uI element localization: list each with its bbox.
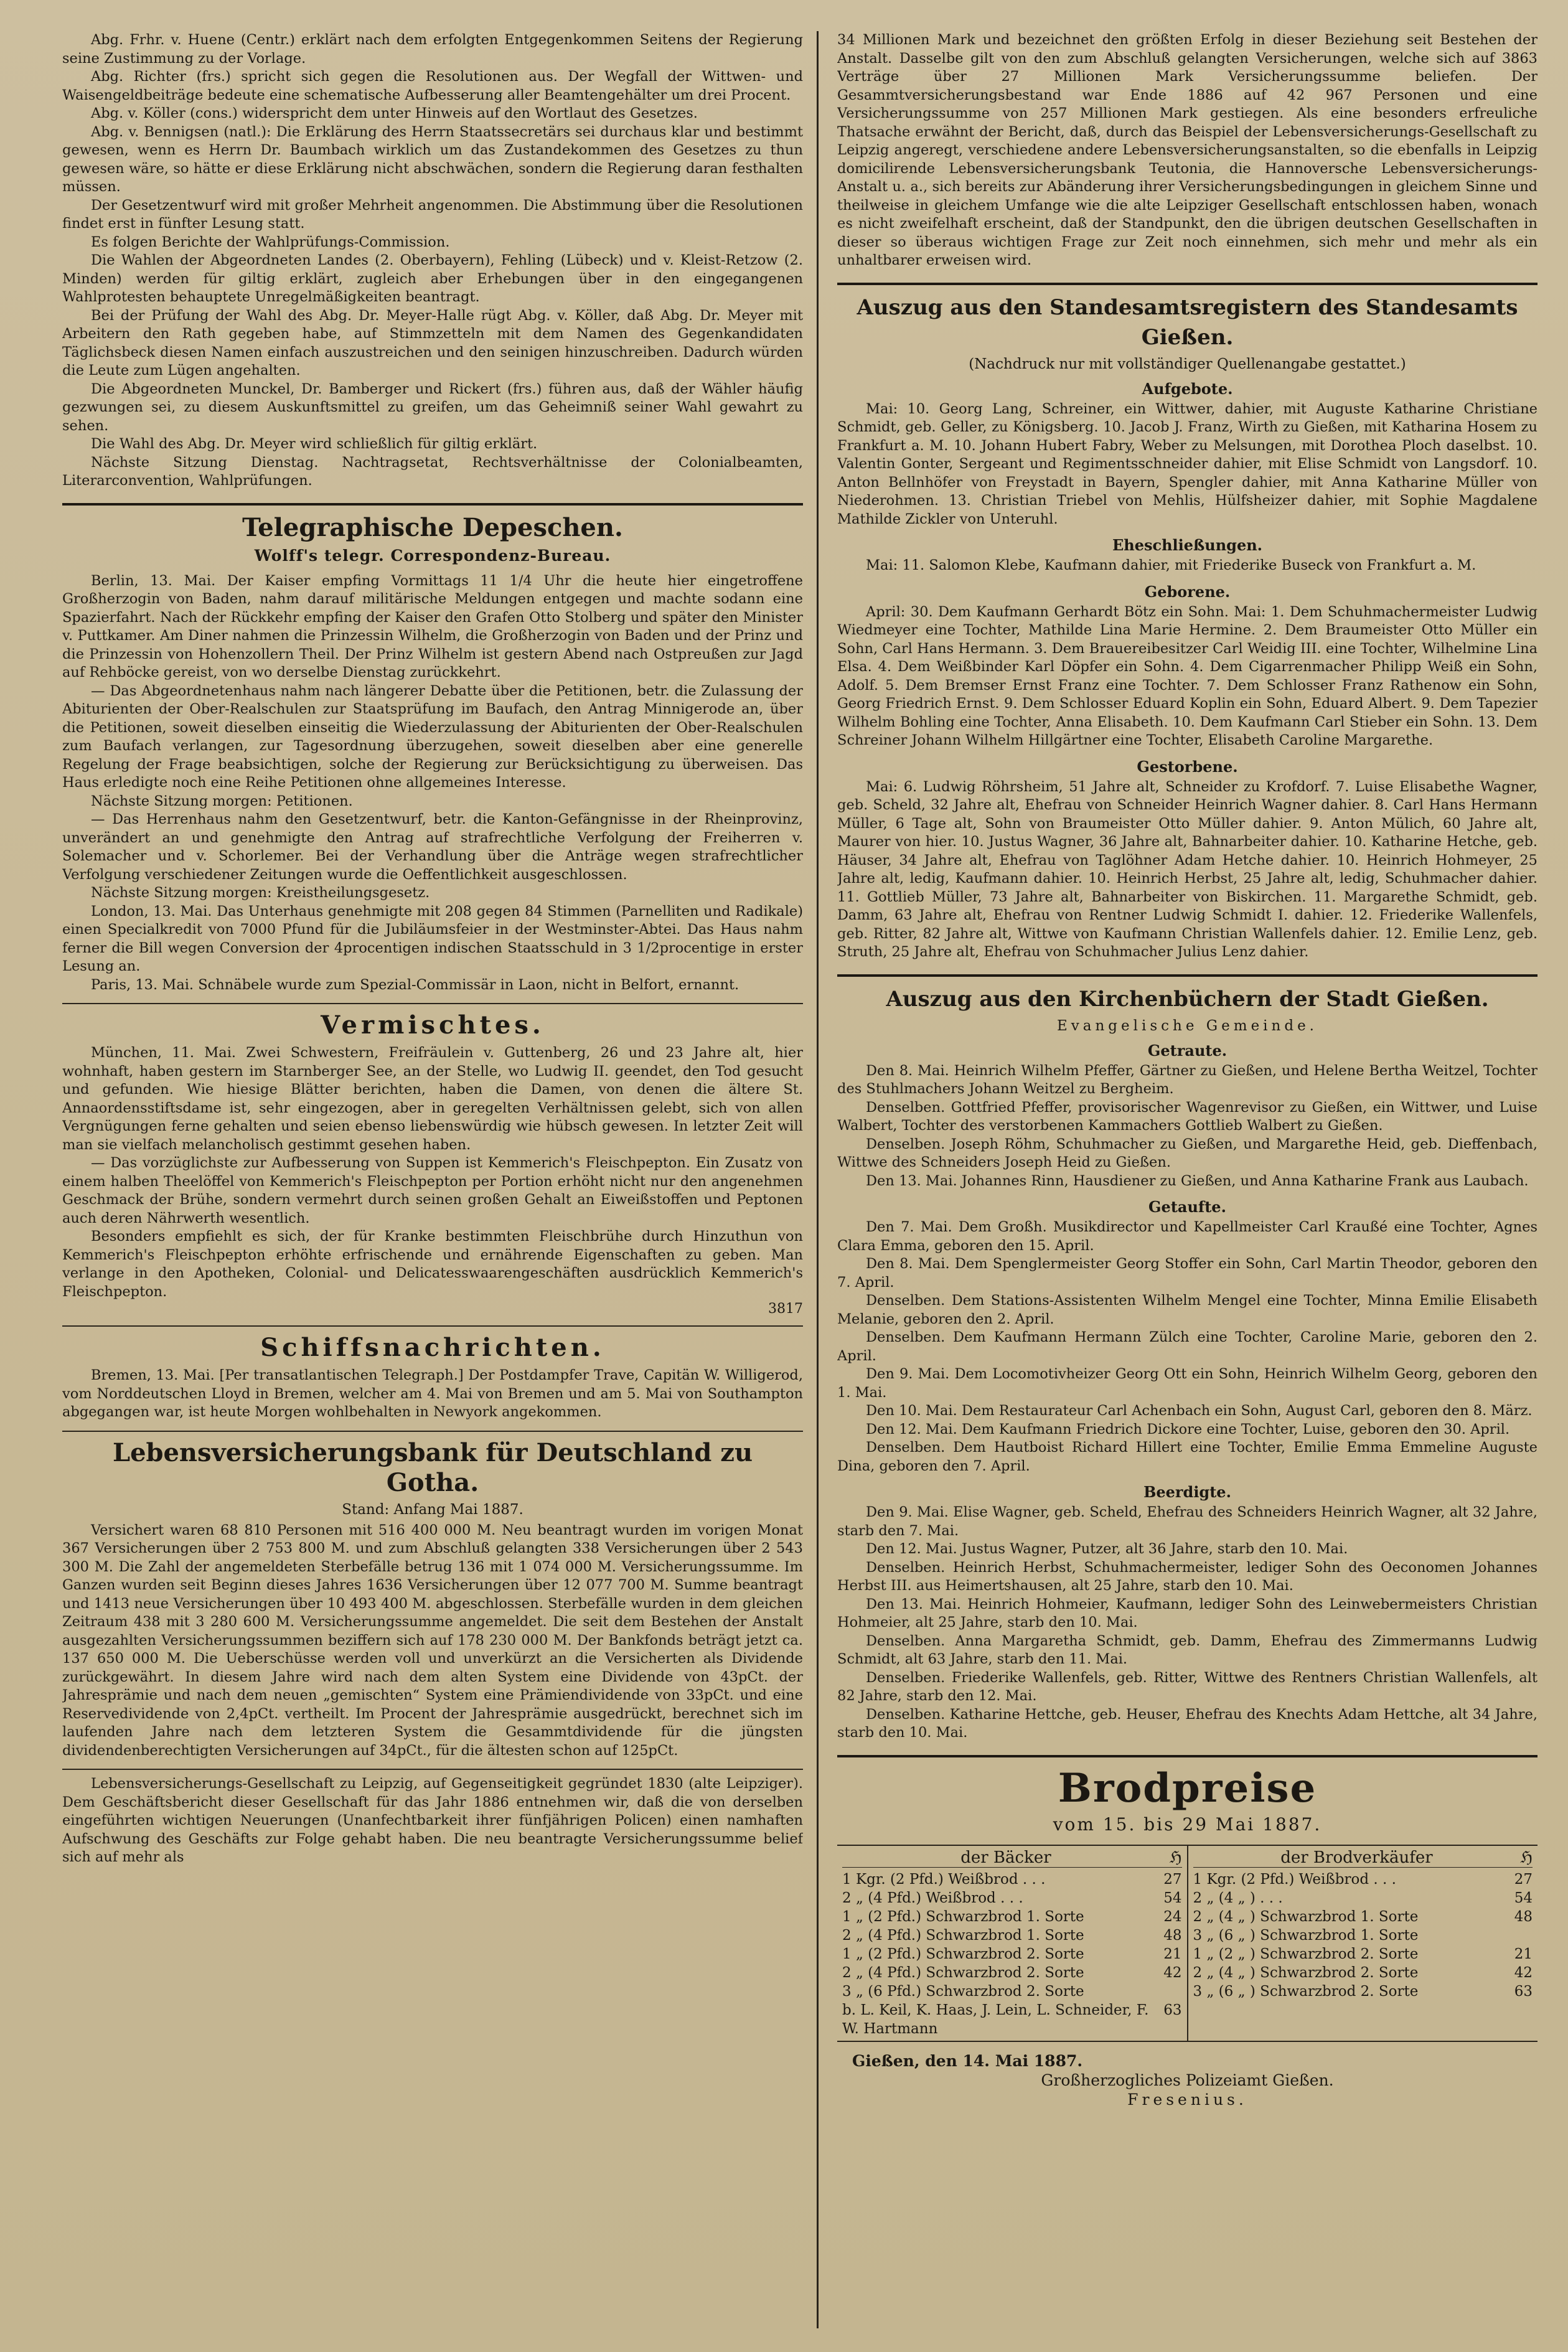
baecker-heading: der Bäcker ℌ (842, 1848, 1182, 1868)
lebensversicherung-paragraph: Versichert waren 68 810 Personen mit 516 400 000 M. Neu beantragt wurden im vorigen Monat 367 Versicherungen über 2 753 800 M. und zum Abschluß gelangten 338 Versicherungen über 2 543 300 M. Die Zahl der angemeldeten Sterbefälle betrug 136 mit 1 074 000 M. Versicherungssumme. Im Ganzen wurden seit Beginn dieses Jahres 1636 Versicherungen über 12 077 700 M. Summe beantragt und 1413 neue Versicherungen über 10 493 400 M. abgeschlossen. Sterbefälle wurden in dem gleichen Zeitraum 438 mit 3 280 600 M. Versicherungssumme angemeldet. Die seit dem Bestehen der Anstalt ausgezahlten Versicherungssummen beziffern sich auf 178 230 000 M. Der Bankfonds beträgt jetzt ca. 137 650 000 M. Die Ueberschüsse werden voll und unverkürzt an die Versicherten als Dividende zurückgewährt. In diesem Jahre wird nach dem alten System eine Dividende von 43pCt. der Jahresprämie und nach dem neuen „gemischten“ System eine Prämiendividende von 33pCt. und eine Reservedividende von 2,4pCt. vertheilt. Im Procent der Jahresprämie ausgedrückt, berechnet sich im laufenden Jahre nach dem letzteren System die Gesammtdividende für die jüngsten dividendenberechtigten Versicherungen auf 34pCt., für die ältesten schon auf 125pCt. (62, 1522, 803, 1759)
price-row: 1 Kgr. (2 Pfd.) Weißbrod . . . 27 (842, 1871, 1182, 1888)
telegraph-title: Telegraphische Depeschen. (242, 512, 623, 542)
standesamt-section (837, 293, 1537, 962)
lebensversicherung-title: Lebensversicherungsbank für Deutschland zu Gotha. (112, 1437, 753, 1497)
price-row: 1 „ (2 „ ) Schwarzbrod 2. Sorte 21 (1193, 1945, 1533, 1962)
getraute-entry: Den 13. Mai. Johannes Rinn, Hausdiener zu Gießen, und Anna Katharine Frank aus Laubach. (866, 1172, 1529, 1189)
verkaeufer-prices (1187, 1846, 1538, 2041)
leipzig-paragraph: Lebensversicherungs-Gesellschaft zu Leipzig, auf Gegenseitigkeit gegründet 1830 (alte Leipziger). Dem Geschäftsbericht dieser Gesellschaft für das Jahr 1886 entnehmen wir, daß die von derselben eingeführten wichtigen Neuerungen (Unanfechtbarkeit ihrer fünfjährigen Policen) einen namhaften Aufschwung des Geschäfts zur Folge gehabt haben. Die neu beantragte Versicherungssumme belief sich auf mehr als (62, 1776, 803, 1865)
telegraph-section (62, 513, 803, 995)
section-divider (62, 1769, 803, 1770)
telegraph-paragraph: Paris, 13. Mai. Schnäbele wurde zum Spezial-Commissär in Laon, nicht in Belfort, ernannt. (91, 976, 739, 993)
telegraph-paragraph: Nächste Sitzung morgen: Kreistheilungsgesetz. (91, 885, 430, 901)
getaufte-entry: Denselben. Dem Stations-Assistenten Wilhelm Mengel eine Tochter, Minna Emilie Elisabeth Melanie, geboren den 2. April. (837, 1292, 1537, 1327)
brodpreise-period: vom 15. bis 29 Mai 1887. (1053, 1813, 1322, 1835)
beerdigte-entry: Denselben. Heinrich Herbst, Schuhmachermeister, lediger Sohn des Oeconomen Johannes Herbst III. aus Heimertshausen, alt 25 Jahre, starb den 10. Mai. (837, 1559, 1537, 1594)
report-paragraph: Der Gesetzentwurf wird mit großer Mehrheit angenommen. Die Abstimmung über die Resolutionen findet erst in fünfter Lesung statt. (62, 197, 803, 232)
price-row: 2 „ (4 Pfd.) Schwarzbrod 1. Sorte 48 (842, 1927, 1182, 1944)
brodpreise-section (837, 1765, 1537, 2109)
report-paragraph: Nächste Sitzung Dienstag. Nachtragsetat, Rechtsverhältnisse der Colonialbeamten, Literarconvention, Wahlprüfungen. (62, 454, 803, 489)
standesamt-title: Auszug aus den Standesamtsregistern des Standesamts Gießen. (857, 294, 1518, 350)
beerdigte-entry: Denselben. Friederike Wallenfels, geb. Ritter, Wittwe des Rentners Christian Wallenfels, alt 82 Jahre, starb den 12. Mai. (837, 1669, 1537, 1704)
price-row: 1 „ (2 Pfd.) Schwarzbrod 2. Sorte 21 (842, 1945, 1182, 1962)
telegraph-paragraph: London, 13. Mai. Das Unterhaus genehmigte mit 208 gegen 84 Stimmen (Parnelliten und Radikale) einen Specialkredit von 7000 Pfund für die Jubiläumsfeier in der Westminster-Abtei. Das Haus nahm ferner die Bill wegen Conversion der 4procentigen indischen Staatsschuld in 3 1/2procentige in erster Lesung an. (62, 903, 803, 974)
report-paragraph: Abg. v. Bennigsen (natl.): Die Erklärung des Herrn Staatssecretärs sei durchaus klar und bestimmt gewesen, wenn es Herrn Dr. Baumbach wirklich um das Zustandekommen des Gesetzes zu thun gewesen wäre, so hätte er diese Erklärung nicht abschwächen, sondern die Regierung daran festhalten müssen. (62, 123, 803, 195)
section-divider (837, 974, 1537, 977)
section-divider (62, 1325, 803, 1327)
vermischtes-title: Vermischtes. (321, 1010, 545, 1040)
vermischtes-paragraph: — Das vorzüglichste zur Aufbesserung von Suppen ist Kemmerich's Fleischpepton. Ein Zusatz von einem halben Theelöffel von Kemmerich's Fleischpepton per Portion erhöht nicht nur den angenehmen Geschmack der Brühe, sondern vermehrt durch seinen großen Gehalt an Eiweißstoffen und Peptonen auch deren Nährwerth wesentlich. (62, 1155, 803, 1226)
report-paragraph: Bei der Prüfung der Wahl des Abg. Dr. Meyer-Halle rügt Abg. v. Köller, daß Abg. Dr. Meyer mit Arbeitern den Rath gegeben habe, auf Stimmzetteln mit dem Namen des Gegenkandidaten Täglichsbeck diesen Namen einfach auszustreichen und den seinigen hinzuschreiben. Dadurch würden die Leute zum Lügen angehalten. (62, 307, 803, 379)
kirchenbuch-subtitle: Evangelische Gemeinde. (1057, 1017, 1318, 1034)
section-divider (62, 503, 803, 506)
price-row: 2 „ (4 „ ) Schwarzbrod 2. Sorte 42 (1193, 1964, 1533, 1981)
section-divider (62, 1003, 803, 1004)
price-row: 2 „ (4 Pfd.) Weißbrod . . . 54 (842, 1889, 1182, 1906)
getaufte-entry: Den 8. Mai. Dem Spenglermeister Georg Stoffer ein Sohn, Carl Martin Theodor, geboren den 7. April. (837, 1256, 1537, 1291)
report-paragraph: Abg. v. Köller (cons.) widerspricht dem unter Hinweis auf den Wortlaut des Gesetzes. (91, 105, 698, 121)
report-paragraph: Abg. Richter (frs.) spricht sich gegen die Resolutionen aus. Der Wegfall der Wittwen- und Waisengeldbeiträge bedeute eine schematische Aufbesserung aller Beamtengehälter um drei Procent. (62, 68, 803, 103)
price-row: 2 „ (4 „ ) Schwarzbrod 1. Sorte 48 (1193, 1908, 1533, 1925)
lebensversicherung-section (62, 1438, 803, 1867)
gestorbene-paragraph: Mai: 6. Ludwig Röhrsheim, 51 Jahre alt, Schneider zu Krofdorf. 7. Luise Elisabethe Wagner, geb. Scheld, 32 Jahre alt, Ehefrau von Schneider Heinrich Wagner dahier. 8. Carl Hans Hermann Müller, 6 Tage alt, Sohn von Braumeister Otto Müller dahier. 9. Anton Mülich, 60 Jahre alt, Maurer von hier. 10. Justus Wagner, 36 Jahre alt, Bahnarbeiter dahier. 10. Katharine Hetche, geb. Häuser, 34 Jahre alt, Ehefrau von Taglöhner Adam Hetche dahier. 10. Heinrich Hohmeyer, 25 Jahre alt, ledig, Kaufmann dahier. 10. Heinrich Herbst, 25 Jahre alt, ledig, Schuhmacher dahier. 11. Gottlieb Müller, 73 Jahre alt, Bahnarbeiter von Biskirchen. 11. Margarethe Schmidt, geb. Damm, 63 Jahre alt, Ehefrau von Rentner Ludwig Schmidt I. dahier. 12. Friederike Wallenfels, geb. Ritter, 82 Jahre alt, Wittwe von Kaufmann Christian Wallenfels dahier. 12. Emilie Lenz, geb. Struth, 25 Jahre alt, Ehefrau von Schuhmacher Julius Lenz dahier. (837, 778, 1537, 960)
beerdigte-entry: Denselben. Katharine Hettche, geb. Heuser, Ehefrau des Knechts Adam Hettche, alt 34 Jahre, starb den 10. Mai. (837, 1706, 1537, 1741)
brodpreise-date: Gießen, den 14. Mai 1887. (852, 2051, 1083, 2070)
beerdigte-entry: Den 13. Mai. Heinrich Hohmeier, Kaufmann, lediger Sohn des Leinwebermeisters Christian Hohmeier, alt 25 Jahre, starb den 10. Mai. (837, 1596, 1537, 1630)
beerdigte-heading: Beerdigte. (1143, 1483, 1231, 1501)
ad-number: 3817 (768, 1301, 803, 1317)
telegraph-paragraph: Berlin, 13. Mai. Der Kaiser empfing Vormittags 11 1/4 Uhr die heute hier eingetroffene Großherzogin von Baden, nahm darauf militärische Meldungen entgegen und machte sodann eine Spazierfahrt. Nach der Rückkehr empfing der Kaiser den Grafen Otto Stolberg und später den Minister v. Puttkamer. Am Diner nahmen die Prinzessin Wilhelm, die Großherzogin von Baden und der Prinz und die Prinzessin von Hohenzollern Theil. Der Prinz Wilhelm ist gestern Abend nach Ostpreußen zur Jagd auf Rehböcke gereist, von wo derselbe Dienstag zurückkehrt. (62, 572, 803, 680)
left-column (62, 31, 803, 2335)
vermischtes-paragraph: München, 11. Mai. Zwei Schwestern, Freifräulein v. Guttenberg, 26 und 23 Jahre alt, hier wohnhaft, haben gestern im Starnberger See, an der Stelle, wo Ludwig II. geendet, den Tod gesucht und gefunden. Wie hiesige Blätter berichten, haben die Damen, von denen die ältere St. Annaordensstiftsdame ist, sehr eingezogen, aber in geregelten Verhältnissen gelebt, sich von allen Vergnügungen ferne gehalten und seien ebenso liebenswürdig wie hübsch gewesen. In letzter Zeit will man sie vielfach melancholisch gestimmt gesehen haben. (62, 1045, 803, 1153)
telegraph-paragraph: — Das Abgeordnetenhaus nahm nach längerer Debatte über die Petitionen, betr. die Zulassung der Abiturienten der Ober-Realschulen zur Staatsprüfung im Baufach, den Antrag Minnigerode an, über die Petitionen, soweit dieselben einseitig die Wiederzulassung der Abiturienten der Ober-Realschulen zum Baufach verlangen, zur Tagesordnung überzugehen, soweit dieselben aber eine generelle Regelung der Frage beabsichtigen, solche der Regierung zur Berücksichtigung zu überweisen. Das Haus erledigte noch eine Reihe Petitionen ohne allgemeines Interesse. (62, 682, 803, 791)
getaufte-entry: Den 12. Mai. Dem Kaufmann Friedrich Dickore eine Tochter, Luise, geboren den 30. April. (866, 1421, 1510, 1437)
report-paragraph: Die Abgeordneten Munckel, Dr. Bamberger und Rickert (frs.) führen aus, daß der Wähler häufig gezwungen sei, zu diesem Auskunftsmittel zu greifen, um das Geheimniß seiner Wahl gewahrt zu sehen. (62, 380, 803, 434)
gestorbene-heading: Gestorbene. (1137, 757, 1238, 776)
schiff-paragraph: Bremen, 13. Mai. [Per transatlantischen Telegraph.] Der Postdampfer Trave, Capitän W. Willigerod, vom Norddeutschen Lloyd in Bremen, welcher am 4. Mai von Bremen und am 5. Mai von Southampton abgegangen war, ist heute Morgen wohlbehalten in Newyork angekommen. (62, 1367, 803, 1420)
report-paragraph: Die Wahlen der Abgeordneten Landes (2. Oberbayern), Fehling (Lübeck) und v. Kleist-Retzow (2. Minden) werden für giltig erklärt, zugleich aber Erhebungen über in den eingegangenen Wahlprotesten behauptete Unregelmäßigkeiten beantragt. (62, 252, 803, 305)
column-divider (817, 31, 819, 2328)
schiff-title: Schiffsnachrichten. (260, 1333, 605, 1362)
beerdigte-entry: Denselben. Anna Margaretha Schmidt, geb. Damm, Ehefrau des Zimmermanns Ludwig Schmidt, alt 63 Jahre, starb den 11. Mai. (837, 1632, 1537, 1667)
parliament-report (62, 31, 803, 491)
getaufte-entry: Denselben. Dem Hautboist Richard Hillert eine Tochter, Emilie Emma Emmeline Auguste Dina, geboren den 7. April. (837, 1439, 1537, 1474)
price-footer: b. L. Keil, K. Haas, J. Lein, L. Schneider, F. W. Hartmann 63 (842, 2002, 1182, 2037)
getraute-heading: Getraute. (1147, 1041, 1228, 1060)
getaufte-entry: Den 9. Mai. Dem Locomotivheizer Georg Ott ein Sohn, Heinrich Wilhelm Georg, geboren den 1. Mai. (837, 1366, 1537, 1401)
getraute-entry: Den 8. Mai. Heinrich Wilhelm Pfeffer, Gärtner zu Gießen, und Helene Bertha Weitzel, Tochter des Stuhlmachers Johann Weitzel zu Bergheim. (837, 1062, 1537, 1097)
section-divider (837, 283, 1537, 285)
price-row: 3 „ (6 Pfd.) Schwarzbrod 2. Sorte (842, 1983, 1084, 2000)
brodpreise-authority: Großherzogliches Polizeiamt Gießen. (1041, 2071, 1334, 2089)
geborene-paragraph: April: 30. Dem Kaufmann Gerhardt Bötz ein Sohn. Mai: 1. Dem Schuhmachermeister Ludwig Wiedmeyer eine Tochter, Mathilde Lina Marie Hermine. 2. Dem Braumeister Otto Müller ein Sohn, Carl Hans Hermann. 3. Dem Brauereibesitzer Carl Weidig III. eine Tochter, Wilhelmine Lina Elsa. 4. Dem Weißbinder Karl Döpfer ein Sohn. 4. Dem Cigarrenmacher Philipp Weiß ein Sohn, Adolf. 5. Dem Bremser Ernst Franz eine Tochter. 7. Dem Schlosser Franz Rathenow ein Sohn, Georg Friedrich Ernst. 9. Dem Schlosser Eduard Koplin ein Sohn, Eduard Albert. 9. Dem Tapezier Wilhelm Bohling eine Tochter, Anna Elisabeth. 10. Dem Kaufmann Carl Stieber ein Sohn. 13. Dem Schreiner Johann Wilhelm Hillgärtner eine Tochter, Elisabeth Caroline Margarethe. (837, 603, 1537, 748)
report-paragraph: Abg. Frhr. v. Huene (Centr.) erklärt nach dem erfolgten Entgegenkommen Seitens der Regierung seine Zustimmung zu der Vorlage. (62, 32, 803, 67)
lebensversicherung-stand: Stand: Anfang Mai 1887. (342, 1501, 523, 1518)
telegraph-paragraph: — Das Herrenhaus nahm den Gesetzentwurf, betr. die Kanton-Gefängnisse in der Rheinprovinz, unverändert an und genehmigte den Antrag auf strafrechtliche Verfolgung der Freiherren v. Solemacher und v. Schorlemer. Bei der Verhandlung über die Anträge wegen strafrechtlicher Verfolgung verschiedener Zeitungen wurde die Oeffentlichkeit ausgeschlossen. (62, 811, 803, 883)
aufgebote-heading: Aufgebote. (1142, 379, 1233, 398)
kirchenbuch-section (837, 984, 1537, 1743)
eheschliessungen-paragraph: Mai: 11. Salomon Klebe, Kaufmann dahier, mit Friederike Buseck von Frankfurt a. M. (866, 557, 1476, 573)
report-paragraph: Die Wahl des Abg. Dr. Meyer wird schließlich für giltig erklärt. (91, 436, 538, 452)
kirchenbuch-title: Auszug aus den Kirchenbüchern der Stadt Gießen. (886, 986, 1489, 1012)
brodpreise-signature: Fresenius. (1127, 2090, 1247, 2109)
price-row: 2 „ (4 Pfd.) Schwarzbrod 2. Sorte 42 (842, 1964, 1182, 1981)
getraute-entry: Denselben. Joseph Röhm, Schuhmacher zu Gießen, und Margarethe Heid, geb. Dieffenbach, Wittwe des Schneiders Joseph Heid zu Gießen. (837, 1136, 1537, 1170)
vermischtes-section (62, 1010, 803, 1317)
standesamt-note: (Nachdruck nur mit vollständiger Quellenangabe gestattet.) (969, 355, 1406, 372)
beerdigte-entry: Den 12. Mai. Justus Wagner, Putzer, alt 36 Jahre, starb den 10. Mai. (866, 1541, 1348, 1557)
section-divider (62, 1431, 803, 1432)
getaufte-heading: Getaufte. (1148, 1198, 1226, 1216)
geborene-heading: Geborene. (1144, 582, 1231, 601)
schiff-section (62, 1333, 803, 1422)
continued-paragraph: 34 Millionen Mark und bezeichnet den größten Erfolg in dieser Beziehung seit Bestehen der Anstalt. Dasselbe gilt von den zum Abschluß gelangten Versicherungen, welche sich auf 3863 Verträge über 27 Millionen Mark Versicherungssumme beliefen. Der Gesammtversicherungsbestand war Ende 1886 auf 42 967 Personen und eine Versicherungssumme von 257 Millionen Mark gestiegen. Als eine besonders erfreuliche Thatsache erwähnt der Bericht, daß, durch das Beispiel der Lebensversicherungs-Gesellschaft zu Leipzig angeregt, verschiedene andere Lebensversicherungsanstalten, so die ebenfalls in Leipzig domicilirende Lebensversicherungsbank Teutonia, die Hannoversche Lebensversicherungs-Anstalt u. a., sich bereits zur Abänderung ihrer Versicherungsbedingungen in gleichem Sinne und theilweise in gleichem Umfange wie die alte Leipziger Gesellschaft entschlossen haben, wonach es nicht zweifelhaft erscheint, daß der Standpunkt, den die übrigen deutschen Gesellschaften in dieser so überaus wichtigen Frage zur Zeit noch einnehmen, sich mehr und mehr als ein unhaltbarer erweisen wird. (837, 32, 1537, 268)
price-table (837, 1845, 1537, 2042)
getaufte-entry: Den 7. Mai. Dem Großh. Musikdirector und Kapellmeister Carl Kraußé eine Tochter, Agnes Clara Emma, geboren den 15. April. (837, 1219, 1537, 1254)
vermischtes-paragraph: Besonders empfiehlt es sich, der für Kranke bestimmten Fleischbrühe durch Hinzuthun von Kemmerich's Fleischpepton erhöhte erfrischende und ernährende Eigenschaften zu geben. Man verlange in den Apotheken, Colonial- und Delicatesswaarengeschäften ausdrücklich Kemmerich's Fleischpepton. (62, 1228, 803, 1300)
beerdigte-entry: Den 9. Mai. Elise Wagner, geb. Scheld, Ehefrau des Schneiders Heinrich Wagner, alt 32 Jahre, starb den 7. Mai. (837, 1504, 1537, 1539)
getaufte-entry: Denselben. Dem Kaufmann Hermann Zülch eine Tochter, Caroline Marie, geboren den 2. April. (837, 1329, 1537, 1364)
verkaeufer-heading: der Brodverkäufer ℌ (1193, 1848, 1533, 1868)
price-row: 3 „ (6 „ ) Schwarzbrod 2. Sorte 63 (1193, 1983, 1533, 2000)
right-column (837, 31, 1537, 2335)
eheschliessungen-heading: Eheschließungen. (1112, 536, 1263, 554)
telegraph-paragraph: Nächste Sitzung morgen: Petitionen. (91, 793, 353, 809)
aufgebote-paragraph: Mai: 10. Georg Lang, Schreiner, ein Wittwer, dahier, mit Auguste Katharine Christiane Schmidt, geb. Geller, zu Königsberg. 10. Jacob J. Franz, Wirth zu Gießen, mit Katharina Hosem zu Frankfurt a. M. 10. Johann Hubert Fabry, Weber zu Melsungen, mit Dorothea Ploch daselbst. 10. Valentin Gonter, Sergeant und Regimentsschneider dahier, mit Elise Schmidt von Langsdorf. 10. Anton Bellnhöfer von Freystadt in Bayern, Spengler dahier, mit Anna Katharine Müller von Niederohmen. 13. Christian Triebel von Mehlis, Hülfsheizer dahier, mit Sophie Magdalene Mathilde Zickler von Unteruhl. (837, 400, 1537, 527)
brodpreise-title: Brodpreise (1058, 1764, 1317, 1812)
price-row: 1 Kgr. (2 Pfd.) Weißbrod . . . 27 (1193, 1871, 1533, 1888)
section-divider (837, 1755, 1537, 1757)
getraute-entry: Denselben. Gottfried Pfeffer, provisorischer Wagenrevisor zu Gießen, ein Wittwer, und Luise Walbert, Tochter des verstorbenen Kammachers Gottlieb Walbert zu Gießen. (837, 1099, 1537, 1134)
price-row: 1 „ (2 Pfd.) Schwarzbrod 1. Sorte 24 (842, 1908, 1182, 1925)
baecker-prices (837, 1846, 1187, 2041)
getaufte-entry: Den 10. Mai. Dem Restaurateur Carl Achenbach ein Sohn, August Carl, geboren den 8. März. (866, 1403, 1533, 1419)
telegraph-subtitle: Wolff's telegr. Correspondenz-Bureau. (254, 546, 611, 565)
price-row: 2 „ (4 „ ) . . . 54 (1193, 1889, 1533, 1906)
price-row: 3 „ (6 „ ) Schwarzbrod 1. Sorte (1193, 1927, 1419, 1944)
report-paragraph: Es folgen Berichte der Wahlprüfungs-Commission. (91, 233, 450, 250)
